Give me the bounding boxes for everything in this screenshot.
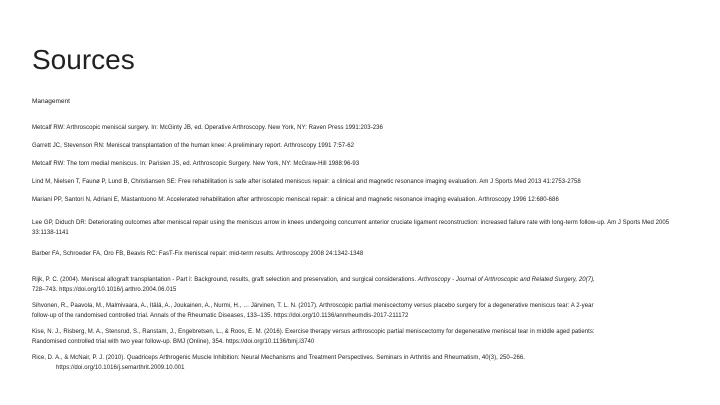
reference-item: Metcalf RW: Arthroscopic meniscal surgery. In: McGinty JB, ed. Operative Arthroscopy. New York, NY: Raven Press 1991:203-236 xyxy=(32,125,383,131)
reference-line: Rice, D. A., & McNair, P. J. (2010). Quadriceps Arthrogenic Muscle Inhibition: Neural Mechanisms and Treatment Perspectives. Seminars in Arthritis and Rheumatism, 40(3), 250–266. xyxy=(32,355,526,361)
reference-tail: 728–743. https://doi.org/10.1016/j.arthro.2004.06.015 xyxy=(32,286,177,293)
reference-line: Randomised controlled trial with two year follow-up. BMJ (Online), 354. https://doi.org/10.1136/bmj.i3740 xyxy=(32,338,315,345)
reference-line: https://doi.org/10.1016/j.semarthrit.2009.10.001 xyxy=(56,364,185,371)
reference-item xyxy=(32,302,692,321)
reference-item xyxy=(32,276,692,295)
reference-item: Lind M, Nielsen T, Faunø P, Lund B, Christiansen SE: Free rehabilitation is safe after isolated meniscus repair: a clinical and magnetic resonance imaging evaluation. Am J Sports Med 2013 41:2753-2758 xyxy=(32,179,581,185)
reference-journal: Arthroscopy - Journal of Arthroscopic and Related Surgery, 20(7), xyxy=(417,277,595,283)
reference-item: Garrett JC, Stevenson RN: Meniscal transplantation of the human knee: A preliminary report. Arthroscopy 1991 7:57-62 xyxy=(32,143,354,149)
reference-item: Barber FA, Schroeder FA, Oro FB, Beavis RC: FasT-Fix meniscal repair: mid-term results. Arthroscopy 2008 24:1342-1348 xyxy=(32,251,364,257)
reference-line: Sihvonen, R., Paavola, M., Malmivaara, A., Itälä, A., Joukainen, A., Nurmi, H., … Järvinen, T. L. N. (2017). Arthroscopic partial meniscectomy versus placebo surgery for a degenerative meniscus tear: A 2-year xyxy=(32,303,594,309)
reference-item: Lee GP, Diduch DR: Deteriorating outcomes after meniscal repair using the meniscus arrow in knees undergoing concurrent anterior cruciate ligament reconstruction: increased failure rate with long-term follow-up. Am J Sports Med 2005 33:1138-1141 xyxy=(32,220,670,236)
reference-item xyxy=(32,354,692,373)
reference-line: follow-up of the randomised controlled trial. Annals of the Rheumatic Diseases, 133–135. https://doi.org/10.1136/annrheumdis-2017-211172 xyxy=(32,312,409,319)
reference-item: Metcalf RW: The torn medial meniscus. In: Parisien JS, ed. Arthroscopic Surgery. New York, NY: McGraw-Hill 1988:96-93 xyxy=(32,161,360,167)
reference-item: Mariani PP, Santori N, Adriani E, Mastantuono M: Accelerated rehabilitation after arthroscopic meniscal repair: a clinical and magnetic resonance imaging evaluation. Arthroscopy 1996 12:680-686 xyxy=(32,197,559,203)
reference-text: Rijk, P. C. (2004). Meniscal allograft transplantation - Part I: Background, results, graft selection and preservation, and surgical considerations. xyxy=(32,277,417,283)
section-subhead: Management xyxy=(32,98,70,105)
reference-item xyxy=(32,328,692,347)
reference-line: Kise, N. J., Risberg, M. A., Stensrud, S., Ranstam, J., Engebretsen, L., & Roos, E. M. (2016). Exercise therapy versus arthroscopic partial meniscectomy for degenerative meniscal tear in middle aged patients: xyxy=(32,329,595,335)
slide-title: Sources xyxy=(32,44,135,75)
